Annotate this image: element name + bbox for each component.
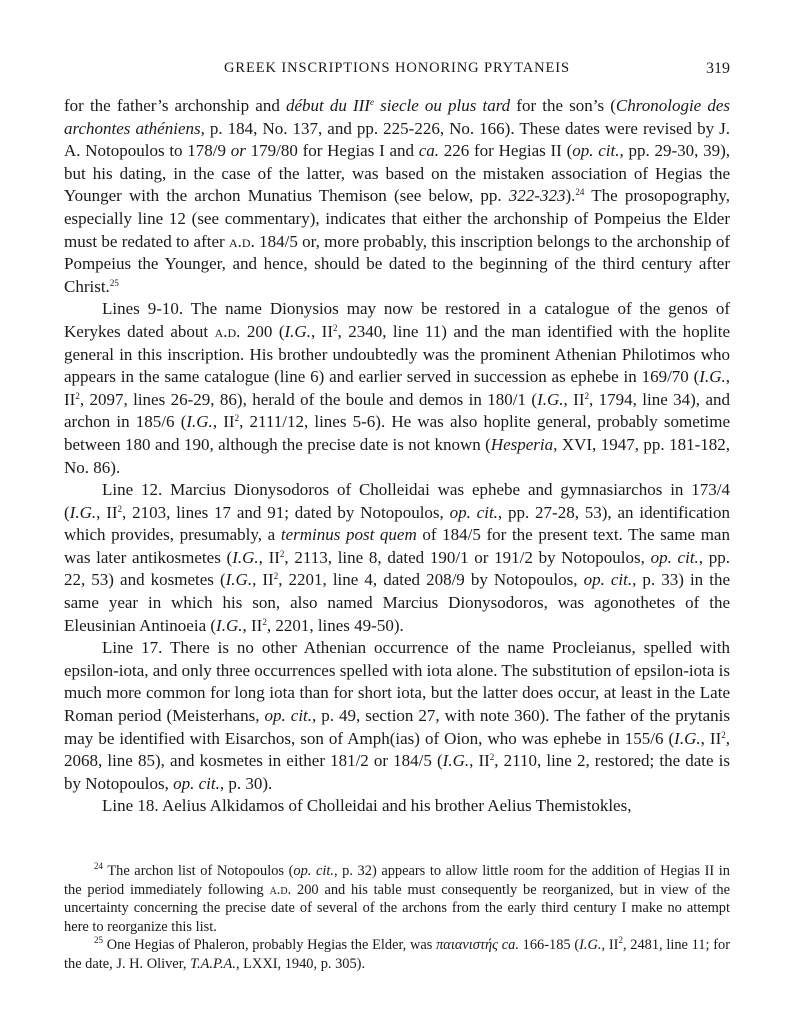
footnote-25: $^{25}$ One Hegias of Phaleron, probably Hegias the Elder, was παιανιστής ca. 166-185 (I.G., $II^2$, 2481, line 11; for the date, J. H. Oliver, T.A.P.A., LXXI, 1940, p. 305). bbox=[64, 935, 730, 972]
paragraph-line-17: Line 17. There is no other Athenian occurrence of the name Procleianus, spelled with epsilon-iota, and only three occurrences spelled with iota alone. The substitution of epsilon-iota is much more common for long iota than for short iota, but the latter does occur, at least in the Late Roman period (Meisterhans, op. cit., p. 49, section 27, with note 360). The father of the prytanis may be identified with Eisarchos, son of Amph(ias) of Oion, who was ephebe in 155/6 (I.G., $II^2$, 2068, line 85), and kosmetes in either 181/2 or 184/5 (I.G., $II^2$, 2110, line 2, restored; the date is by Notopoulos, op. cit., p. 30). bbox=[64, 638, 730, 793]
page-header bbox=[64, 60, 730, 82]
paragraph-continuation: for the father’s archonship and début du IIIe siecle ou plus tard for the son’s (Chronologie des archontes athéniens, p. 184, No. 137, and pp. 225-226, No. 166). These dates were revised by J. A. Notopoulos to 178/9 or 179/80 for Hegias I and ca. 226 for Hegias II (op. cit., pp. 29-30, 39), but his dating, in the case of the latter, was based on the mistaken association of Hegias the Younger with the archon Munatius Themison (see below, pp. 322-323).$^{24}$ The prosopography, especially line 12 (see commentary), indicates that either the archonship of Pompeius the Elder must be redated to after a.d. 184/5 or, more probably, this inscription belongs to the archonship of Pompeius the Younger, and hence, should be dated to the beginning of the third century after Christ.$^{25}$ bbox=[64, 96, 730, 296]
paragraph-line-12: Line 12. Marcius Dionysodoros of Cholleidai was ephebe and gymnasiarchos in 173/4 (I.G., $II^2$, 2103, lines 17 and 91; dated by Notopoulos, op. cit., pp. 27-28, 53), an identification which provides, presumably, a terminus post quem of 184/5 for the present text. The same man was later antikosmetes (I.G., $II^2$, 2113, line 8, dated 190/1 or 191/2 by Notopoulos, op. cit., pp. 22, 53) and kosmetes (I.G., $II^2$, 2201, line 4, dated 208/9 by Notopoulos, op. cit., p. 33) in the same year in which his son, also named Marcius Dionysodoros, was agonothetes of the Eleusinian Antinoeia (I.G., $II^2$, 2201, lines 49-50). bbox=[64, 480, 731, 635]
page-number: 319 bbox=[706, 60, 730, 77]
footnote-24: $^{24}$ The archon list of Notopoulos (op. cit., p. 32) appears to allow little room for the addition of Hegias II in the period immediately following a.d. 200 and his table must consequently be reorganized, but in view of the uncertainty concerning the precise date of several of the archons from the early third century I make no attempt here to reorganize this list. bbox=[64, 861, 731, 935]
body-text bbox=[64, 95, 730, 818]
paragraph-line-18: Line 18. Aelius Alkidamos of Cholleidai and his brother Aelius Themistokles, bbox=[102, 796, 632, 816]
running-title: GREEK INSCRIPTIONS HONORING PRYTANEIS bbox=[224, 60, 570, 76]
footnotes bbox=[64, 862, 730, 974]
paragraph-lines-9-10: Lines 9-10. The name Dionysios may now be restored in a catalogue of the genos of Kerykes dated about a.d. 200 (I.G., $II^2$, 2340, line 11) and the man identified with the hoplite general in this inscription. His brother undoubtedly was the prominent Athenian Philotimos who appears in the same catalogue (line 6) and earlier served in succession as ephebe in 169/70 (I.G., $II^2$, 2097, lines 26-29, 86), herald of the boule and demos in 180/1 (I.G., $II^2$, 1794, line 34), and archon in 185/6 (I.G., $II^2$, 2111/12, lines 5-6). He was also hoplite general, probably sometime between 180 and 190, although the precise date is not known (Hesperia, XVI, 1947, pp. 181-182, No. 86). bbox=[64, 299, 731, 477]
